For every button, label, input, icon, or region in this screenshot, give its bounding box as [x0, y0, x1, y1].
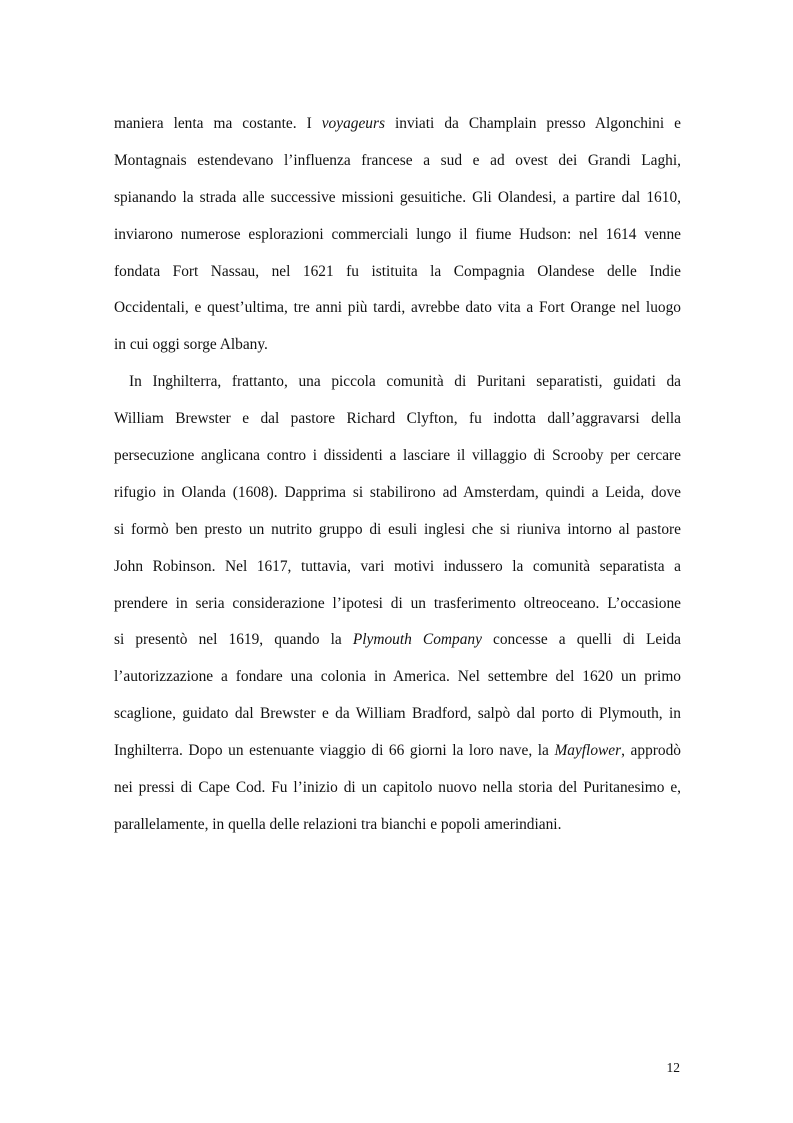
italic-term: voyageurs — [321, 115, 385, 132]
text-line: spianando la strada alle successive missioni gesuitiche. Gli Olandesi, a partire dal 1610, — [114, 188, 681, 206]
text-line: in cui oggi sorge Albany. — [114, 336, 268, 354]
text-line: persecuzione anglicana contro i dissidenti a lasciare il villaggio di Scrooby per cercare — [114, 447, 681, 465]
italic-term: Mayflower — [554, 742, 622, 760]
text-line: prendere in seria considerazione l’ipotesi di un trasferimento oltreoceano. L’occasione — [114, 594, 681, 612]
paragraph-1 — [114, 106, 681, 364]
text-line: fondata Fort Nassau, nel 1621 fu istituita la Compagnia Olandese delle Indie — [114, 262, 681, 280]
text-line: parallelamente, in quella delle relazioni tra bianchi e popoli amerindiani. — [114, 815, 562, 833]
text-line: si presentò nel 1619, quando la Plymouth Company concesse a quelli di Leida — [114, 631, 681, 649]
text-line: inviarono numerose esplorazioni commerciali lungo il fiume Hudson: nel 1614 venne — [114, 225, 681, 243]
text-line: John Robinson. Nel 1617, tuttavia, vari motivi indussero la comunità separatista a — [114, 557, 681, 575]
text-line: nei pressi di Cape Cod. Fu l’inizio di un capitolo nuovo nella storia del Puritanesimo e, — [114, 779, 681, 797]
text-line: Montagnais estendevano l’influenza francese a sud e ad ovest dei Grandi Laghi, — [114, 151, 681, 169]
text-line: William Brewster e dal pastore Richard Clyfton, fu indotta dall’aggravarsi della — [114, 410, 681, 428]
text-line: maniera lenta ma costante. I voyageurs inviati da Champlain presso Algonchini e — [114, 115, 681, 132]
paragraph-2 — [114, 364, 681, 844]
text-line: Occidentali, e quest’ultima, tre anni più tardi, avrebbe dato vita a Fort Orange nel luogo — [114, 299, 681, 317]
text-line: In Inghilterra, frattanto, una piccola comunità di Puritani separatisti, guidati da — [129, 373, 681, 391]
body-text — [114, 106, 681, 844]
text-line: scaglione, guidato dal Brewster e da William Bradford, salpò dal porto di Plymouth, in — [114, 705, 681, 723]
text-line: si formò ben presto un nutrito gruppo di esuli inglesi che si riuniva intorno al pastore — [114, 520, 681, 538]
page-number: 12 — [666, 1060, 680, 1075]
text-line: Inghilterra. Dopo un estenuante viaggio di 66 giorni la loro nave, la Mayflower, approdò — [114, 742, 681, 760]
text-line: rifugio in Olanda (1608). Dapprima si stabilirono ad Amsterdam, quindi a Leida, dove — [114, 483, 681, 501]
text-line: l’autorizzazione a fondare una colonia in America. Nel settembre del 1620 un primo — [114, 668, 681, 686]
italic-term: Plymouth Company — [352, 631, 482, 649]
